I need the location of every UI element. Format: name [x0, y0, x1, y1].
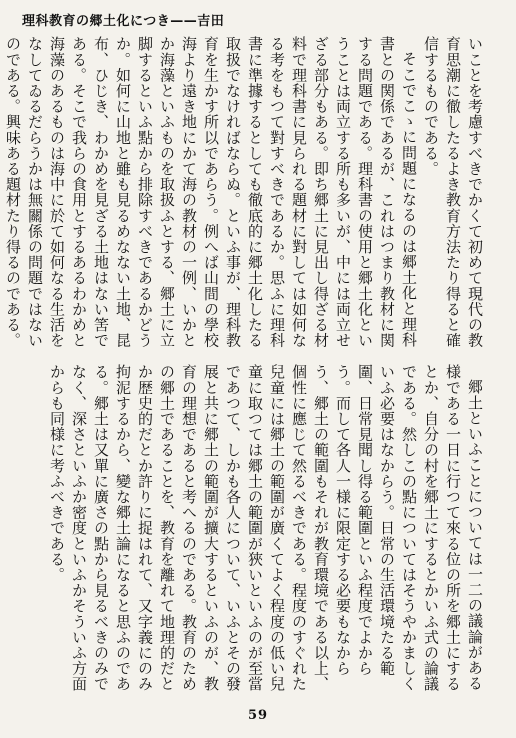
paragraph: 郷土といふことについては一二の議論がある様である一日に行つて來る位の所を郷土にするとか、自分の村を郷土にするとかいふ式の論議である。然しこの點についてはそうやかましくいふ必要はなからう。日常の生活環境たる範圍、日常見聞し得る範圍といふ程度でよからう。而して各人一様に限定する必要もなからう、郷土の範圍もそれが教育環境である以上、個性に應じて然るべきである。程度のすぐれた兒童には郷土の範圍が廣くてよく程度の低い兒童に取つては郷土の範圍が狹いといふのが至當であつて、しかも各人について、いふとその發展と共に郷土の範圍が擴大するといふのが、教育の理想であると考へるのである。教育のための郷土であることを、教育を離れて地理的だとか歴史的だとか許りに捉はれて、又字義にのみ拘泥するから、變な郷土論になると思ふのである。郷土は又單に廣さの點から見るべきのみでなく、深さといふか密度といふかそういふ方面からも同様に考ふべきである。 — [48, 364, 484, 692]
running-header: 理科教育の郷土化につき——吉田 — [22, 14, 225, 29]
paragraph-continuation: いことを考慮すべきでかくて初めて現代の教育思潮に徹したるよき教育方法たり得ると確信するものである。 — [422, 36, 484, 348]
top-text-column — [4, 36, 486, 354]
page-number: 59 — [247, 708, 269, 723]
bottom-text-column — [34, 364, 486, 698]
paragraph: そこでこゝに問題になるのは郷土化と理科書との関係であるが、これはつまり教材に関する問題である。理科書の使用と郷土化ということは両立する所も多いが、中には両立せざる部分もある。即ち郷土に見出し得ざる材料で理科書に見られる題材に對しては如何なる考をもつて對すべきであるか。思ふに理科書に準據するとしても徹底的に郷土化したる取扱でなければならぬ。といふ事が、理科教育を生かす所以であらう。例へば山間の學校海より遠き地にかて海の教材の一例、いかとか海藻といふものを取扱ふとする、郷土に立脚するといふ點から排除すべきであるかどうか。如何に山地と雖も見るめなない土地、昆布、ひじき、わかめを見ざる土地はない筈である。そこで我らの食用とするあるわかめと海藻のあるものは海中に於て如何なる生活をなしてゐるだらうかは無關係の問題ではないのである。興味ある題材たり得るのである。 — [4, 36, 418, 348]
